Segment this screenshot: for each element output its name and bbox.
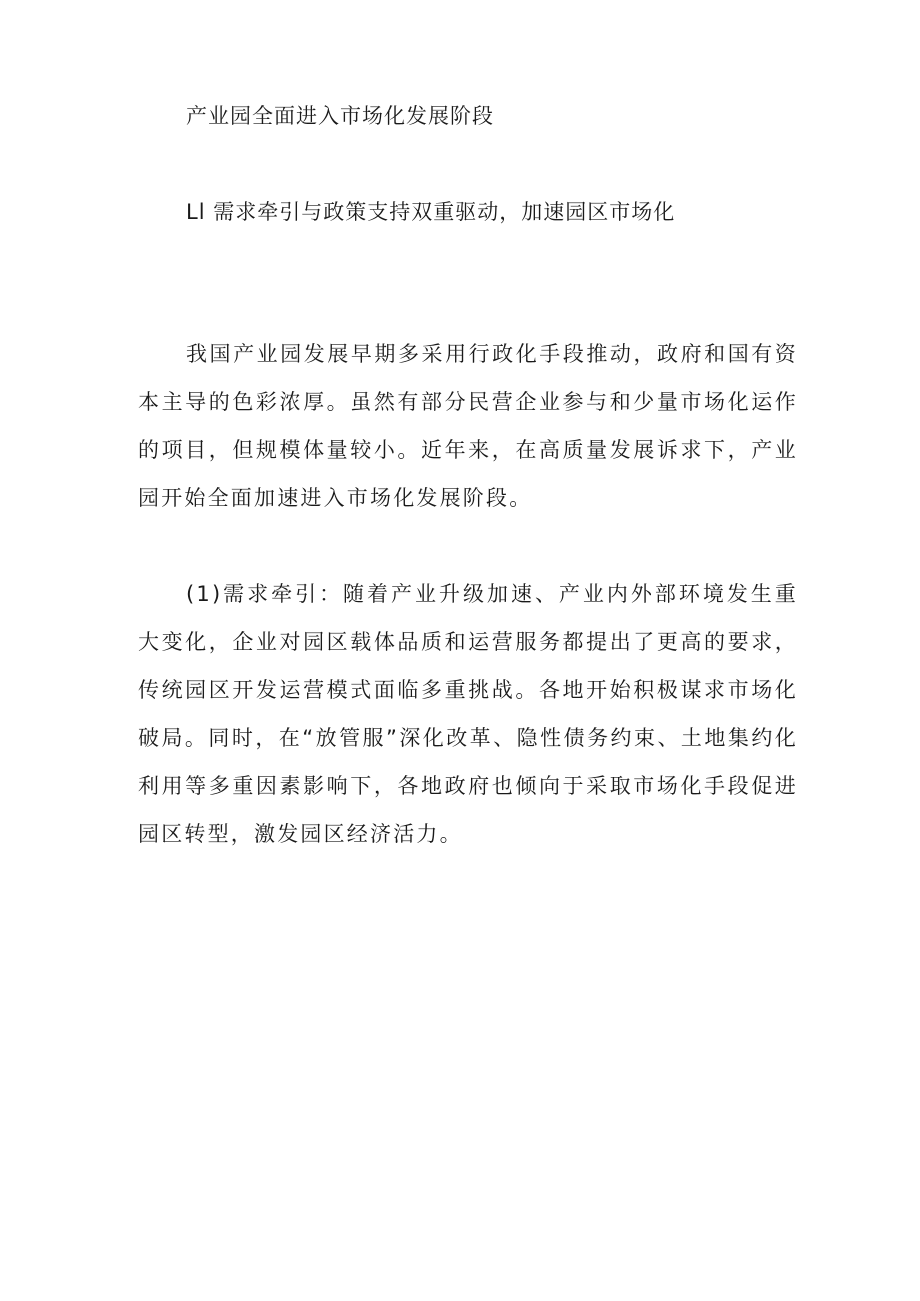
paragraph-demand: (1)需求牵引：随着产业升级加速、产业内外部环境发生重大变化，企业对园区载体品质和运营服务都提出了更高的要求，传统园区开发运营模式面临多重挑战。各地开始积极谋求市场化破局。同时，在“放管服”深化改革、隐性债务约束、土地集约化利用等多重因素影响下，各地政府也倾向于采取市场化手段促进园区转型，激发园区经济活力。 [138, 582, 798, 846]
section-heading: Ll 需求牵引与政策支持双重驱动，加速园区市场化 [186, 200, 676, 224]
document-title: 产业园全面进入市场化发展阶段 [186, 104, 494, 128]
paragraph-intro: 我国产业园发展早期多采用行政化手段推动，政府和国有资本主导的色彩浓厚。虽然有部分民营企业参与和少量市场化运作的项目，但规模体量较小。近年来，在高质量发展诉求下，产业园开始全面加速进入市场化发展阶段。 [138, 342, 798, 510]
